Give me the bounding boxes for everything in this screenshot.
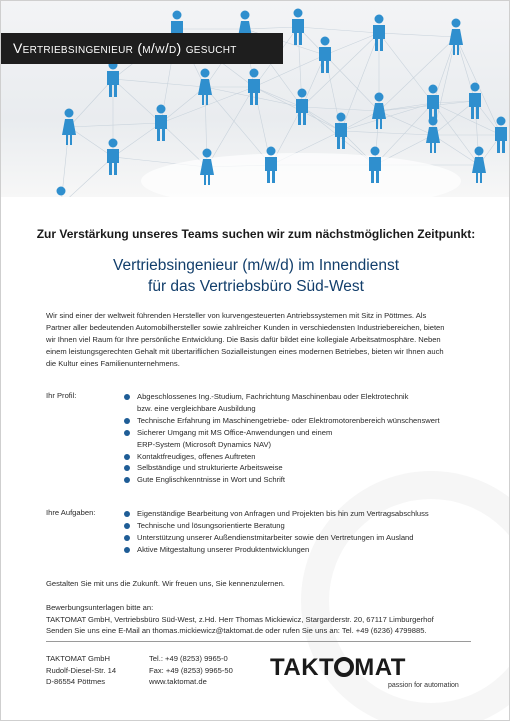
person-icon xyxy=(62,109,76,146)
fax-number: Fax: +49 (8253) 9965-50 xyxy=(149,665,233,675)
footer-address: TAKTOMAT GmbH Rudolf-Diesel-Str. 14 D-86554 Pöttmes xyxy=(46,654,117,686)
person-icon xyxy=(296,89,308,126)
list-item: Gute Englischkenntnisse in Wort und Schrift xyxy=(124,474,484,486)
bullet-icon xyxy=(124,454,130,460)
email-link[interactable]: thomas.mickiewicz@taktomat.de xyxy=(152,626,264,635)
header-image xyxy=(1,1,510,197)
closing-text: Gestalten Sie mit uns die Zukunft. Wir freuen uns, Sie kennenzulernen. xyxy=(46,579,285,588)
person-icon xyxy=(449,19,463,56)
application-contact: Senden Sie uns eine E-Mail an thomas.mickiewicz@taktomat.de oder rufen Sie uns an: Tel. +49 (6236) 4799885. xyxy=(46,626,427,635)
logo-wordmark: TAKT MAT xyxy=(270,654,406,681)
list-item: Sicherer Umgang mit MS Office-Anwendungen und einem ERP-System (Microsoft Dynamics NAV) xyxy=(124,427,484,451)
description-line: wir Ihnen viel Raum für Ihre persönliche Entwicklung. Die Basis dafür bildet eine kollegiale Arbeitsatmosphäre. Neben xyxy=(46,334,441,344)
list-item: Technische und lösungsorientierte Beratung xyxy=(124,520,484,532)
phone-number: Tel.: +49 (8253) 9965-0 xyxy=(149,654,228,663)
person-icon xyxy=(472,147,486,184)
position-headline xyxy=(1,255,510,297)
person-icon xyxy=(469,83,481,120)
person-icon xyxy=(426,117,440,154)
application-address: TAKTOMAT GmbH, Vertriebsbüro Süd-West, z.Hd. Herr Thomas Mickiewicz, Stargarderstr. 20, 67117 Limburgerhof xyxy=(46,614,434,624)
person-icon xyxy=(107,139,119,176)
person-icon xyxy=(372,93,386,130)
person-icon xyxy=(495,117,507,154)
profile-list xyxy=(124,391,484,486)
profile-label: Ihr Profil: xyxy=(46,391,77,400)
headline-line-1: Vertriebsingenieur (m/w/d) im Innendienst xyxy=(112,257,400,274)
person-icon xyxy=(319,37,331,74)
logo-tagline: passion for automation xyxy=(388,682,459,689)
list-item: Kontaktfreudiges, offenes Auftreten xyxy=(124,451,484,463)
bullet-icon xyxy=(124,535,130,541)
footer-contact xyxy=(149,653,233,688)
company-description xyxy=(46,310,471,370)
headline-line-2: für das Vertriebsbüro Süd-West xyxy=(148,278,364,295)
bullet-icon xyxy=(124,511,130,517)
description-line: einem leistungsgerechten Gehalt mit übertariflichen Sozialleistungen eines modernen Betriebes, bieten wir Ihnen auch xyxy=(46,346,444,356)
bullet-icon xyxy=(124,418,130,424)
application-heading: Bewerbungsunterlagen bitte an: xyxy=(46,603,154,612)
list-item: Eigenständige Bearbeitung von Anfragen und Projekten bis hin zum Vertragsabschluss xyxy=(124,508,484,520)
logo-o-ring-icon xyxy=(334,657,354,677)
person-icon xyxy=(155,105,167,142)
description-line: Wir sind einer der weltweit führenden Hersteller von kurvengesteuerten Antriebssystemen mit Sitz in Pöttmes. Als xyxy=(46,311,427,320)
bullet-icon xyxy=(124,523,130,529)
application-info xyxy=(46,602,476,637)
list-item: Technische Erfahrung im Maschinengetriebe- oder Elektromotorenbereich wünschenswert xyxy=(124,415,484,427)
list-item: Aktive Mitgestaltung unserer Produktentwicklungen xyxy=(124,544,484,556)
website-link[interactable]: www.taktomat.de xyxy=(149,677,207,686)
hand-glow xyxy=(141,153,461,197)
job-title: Vertriebsingenieur (m/w/d) gesucht xyxy=(13,40,237,56)
list-item: Selbständige und strukturierte Arbeitsweise xyxy=(124,462,484,474)
bullet-icon xyxy=(124,477,130,483)
intro-text: Zur Verstärkung unseres Teams suchen wir zum nächstmöglichen Zeitpunkt: xyxy=(36,227,476,241)
person-icon xyxy=(335,113,347,150)
network-people-illustration xyxy=(1,1,510,197)
person-icon xyxy=(248,69,260,106)
bullet-icon xyxy=(124,430,130,436)
description-line: die Kultur eines Familienunternehmens. xyxy=(46,358,180,368)
bullet-icon xyxy=(124,547,130,553)
list-item: Abgeschlossenes Ing.-Studium, Fachrichtung Maschinenbau oder Elektrotechnik bzw. eine vergleichbare Ausbildung xyxy=(124,391,484,415)
tasks-label: Ihre Aufgaben: xyxy=(46,508,96,517)
title-bar xyxy=(1,33,283,64)
person-icon xyxy=(55,187,67,198)
person-icon xyxy=(198,69,212,106)
tasks-list xyxy=(124,508,484,556)
footer-divider xyxy=(46,641,471,642)
person-icon xyxy=(292,9,304,46)
bullet-icon xyxy=(124,394,130,400)
bullet-icon xyxy=(124,465,130,471)
list-item: Unterstützung unserer Außendienstmitarbeiter sowie den Vertretungen im Ausland xyxy=(124,532,484,544)
taktomat-logo xyxy=(270,654,460,694)
description-line: Partner aller bedeutenden Automobilhersteller sowie zahlreicher Kunden in verschiedensten Industriebereichen, bieten xyxy=(46,322,445,332)
